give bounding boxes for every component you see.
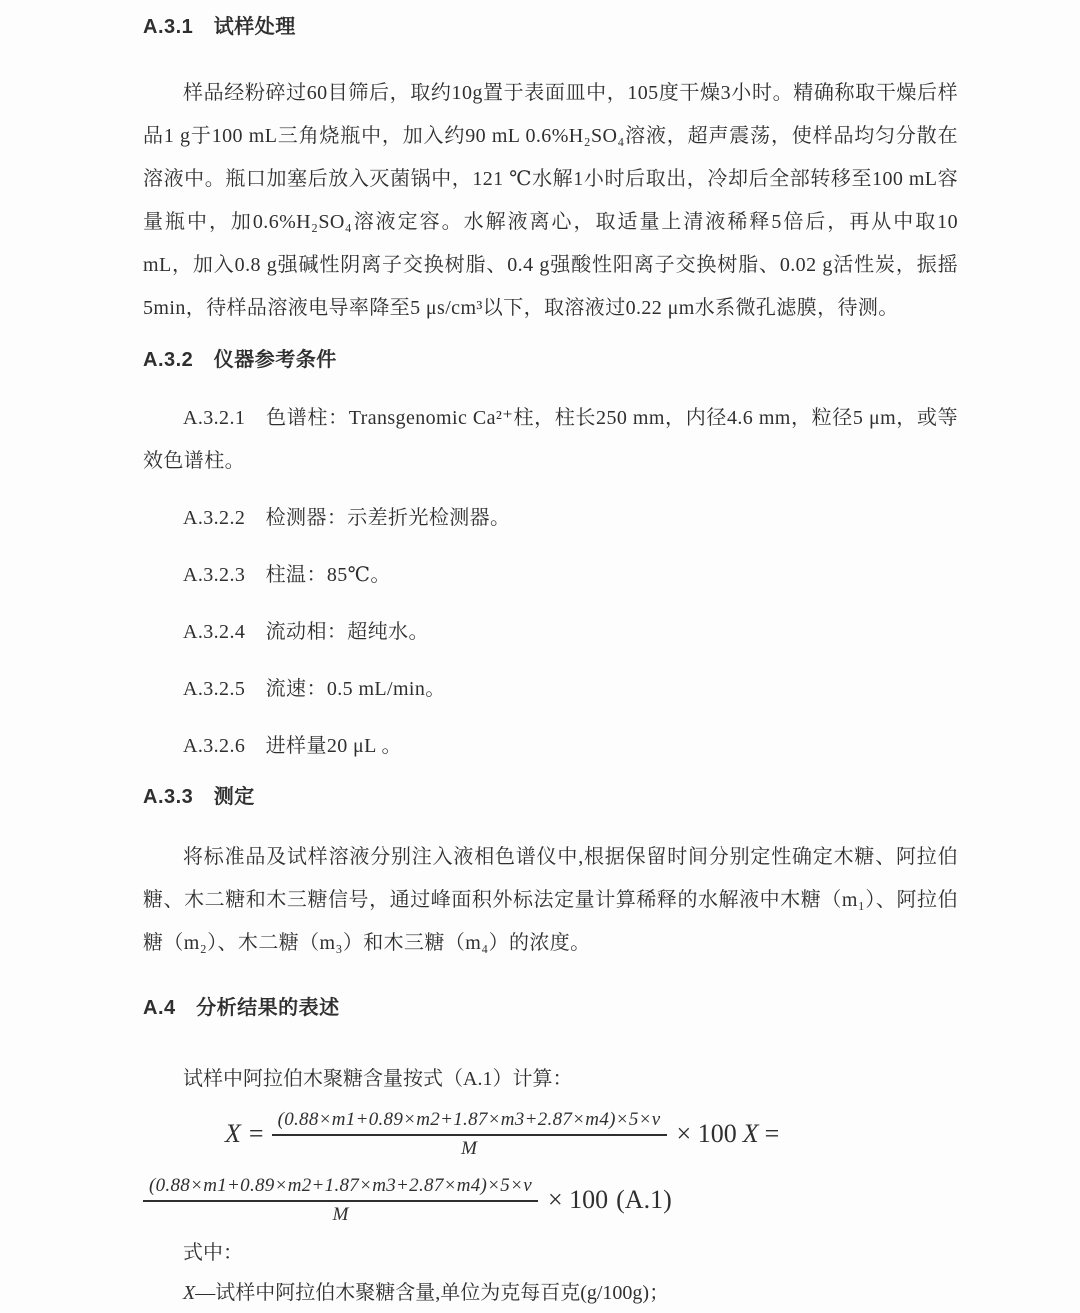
- clause-a4-heading: A.4 分析结果的表述: [143, 997, 340, 1019]
- where-item-symbol: X: [183, 1282, 196, 1304]
- formula2-denominator: M: [332, 1204, 349, 1225]
- formula2-equation-label: (A.1): [616, 1185, 672, 1214]
- subclause-a324: A.3.2.4 流动相：超纯水。: [183, 621, 429, 643]
- subclause-a323: A.3.2.3 柱温：85℃。: [183, 564, 391, 586]
- subclause-a326: A.3.2.6 进样量20 μL 。: [183, 735, 402, 757]
- where-label: 式中：: [183, 1242, 243, 1264]
- formula2-numerator: (0.88×m1+0.89×m2+1.87×m3+2.87×m4)×5×v: [143, 1175, 538, 1202]
- formula1-fraction: [272, 1109, 667, 1159]
- formula1-denominator: M: [461, 1138, 477, 1159]
- where-item-x: [143, 1273, 958, 1313]
- formula2-fraction: [143, 1175, 538, 1225]
- where-item-text: —试样中阿拉伯木聚糖含量,单位为克每百克(g/100g)；: [195, 1282, 670, 1304]
- clause-a31-paragraph: 样品经粉碎过60目筛后，取约10g置于表面皿中，105度干燥3小时。精确称取干燥后样品1 g于100 mL三角烧瓶中，加入约90 mL 0.6%H₂SO₄溶液，超声震荡，使样品均匀分散在溶液中。瓶口加塞后放入灭菌锅中，121 ℃水解1小时后取出，冷却后全部转移至100 mL容量瓶中，加0.6%H₂SO₄溶液定容。水解液离心，取适量上清液稀释5倍后，再从中取10 mL，加入0.8 g强碱性阴离子交换树脂、0.4 g强酸性阳离子交换树脂、0.02 g活性炭，振摇5min，待样品溶液电导率降至5 μs/cm³以下，取溶液过0.22 μm水系微孔滤膜，待测。: [143, 82, 958, 319]
- formula-intro-line: 试样中阿拉伯木聚糖含量按式（A.1）计算：: [183, 1068, 573, 1090]
- formula2-multiplier: × 100: [547, 1185, 609, 1214]
- formula1-tail-variable: X: [742, 1119, 759, 1148]
- clause-a33-paragraph: 将标准品及试样溶液分别注入液相色谱仪中,根据保留时间分别定性确定木糖、阿拉伯糖、木二糖和木三糖信号，通过峰面积外标法定量计算稀释的水解液中木糖（m₁）、阿拉伯糖（m₂）、木二糖（m₃）和木三糖（m₄）的浓度。: [143, 846, 958, 954]
- subclause-a325: A.3.2.5 流速：0.5 mL/min。: [183, 678, 446, 700]
- formula1-multiplier: × 100: [676, 1119, 737, 1148]
- subclause-a322: A.3.2.2 检测器：示差折光检测器。: [183, 507, 511, 529]
- clause-a33-heading: A.3.3 测定: [143, 786, 255, 808]
- formula1-numerator: (0.88×m1+0.89×m2+1.87×m3+2.87×m4)×5×v: [272, 1109, 667, 1136]
- clause-a31-heading: A.3.1 试样处理: [143, 16, 296, 38]
- formula1-lhs-variable: X: [225, 1119, 241, 1148]
- formula-a1-line1: [225, 1109, 958, 1159]
- subclause-a321: A.3.2.1 色谱柱：Transgenomic Ca²⁺柱，柱长250 mm，内径4.6 mm，粒径5 μm，或等效色谱柱。: [143, 407, 958, 472]
- formula-a1-line2: [143, 1175, 958, 1225]
- clause-a32-heading: A.3.2 仪器参考条件: [143, 349, 337, 371]
- formula1-tail-equals: =: [764, 1119, 780, 1148]
- formula1-equals-sign: =: [248, 1119, 264, 1148]
